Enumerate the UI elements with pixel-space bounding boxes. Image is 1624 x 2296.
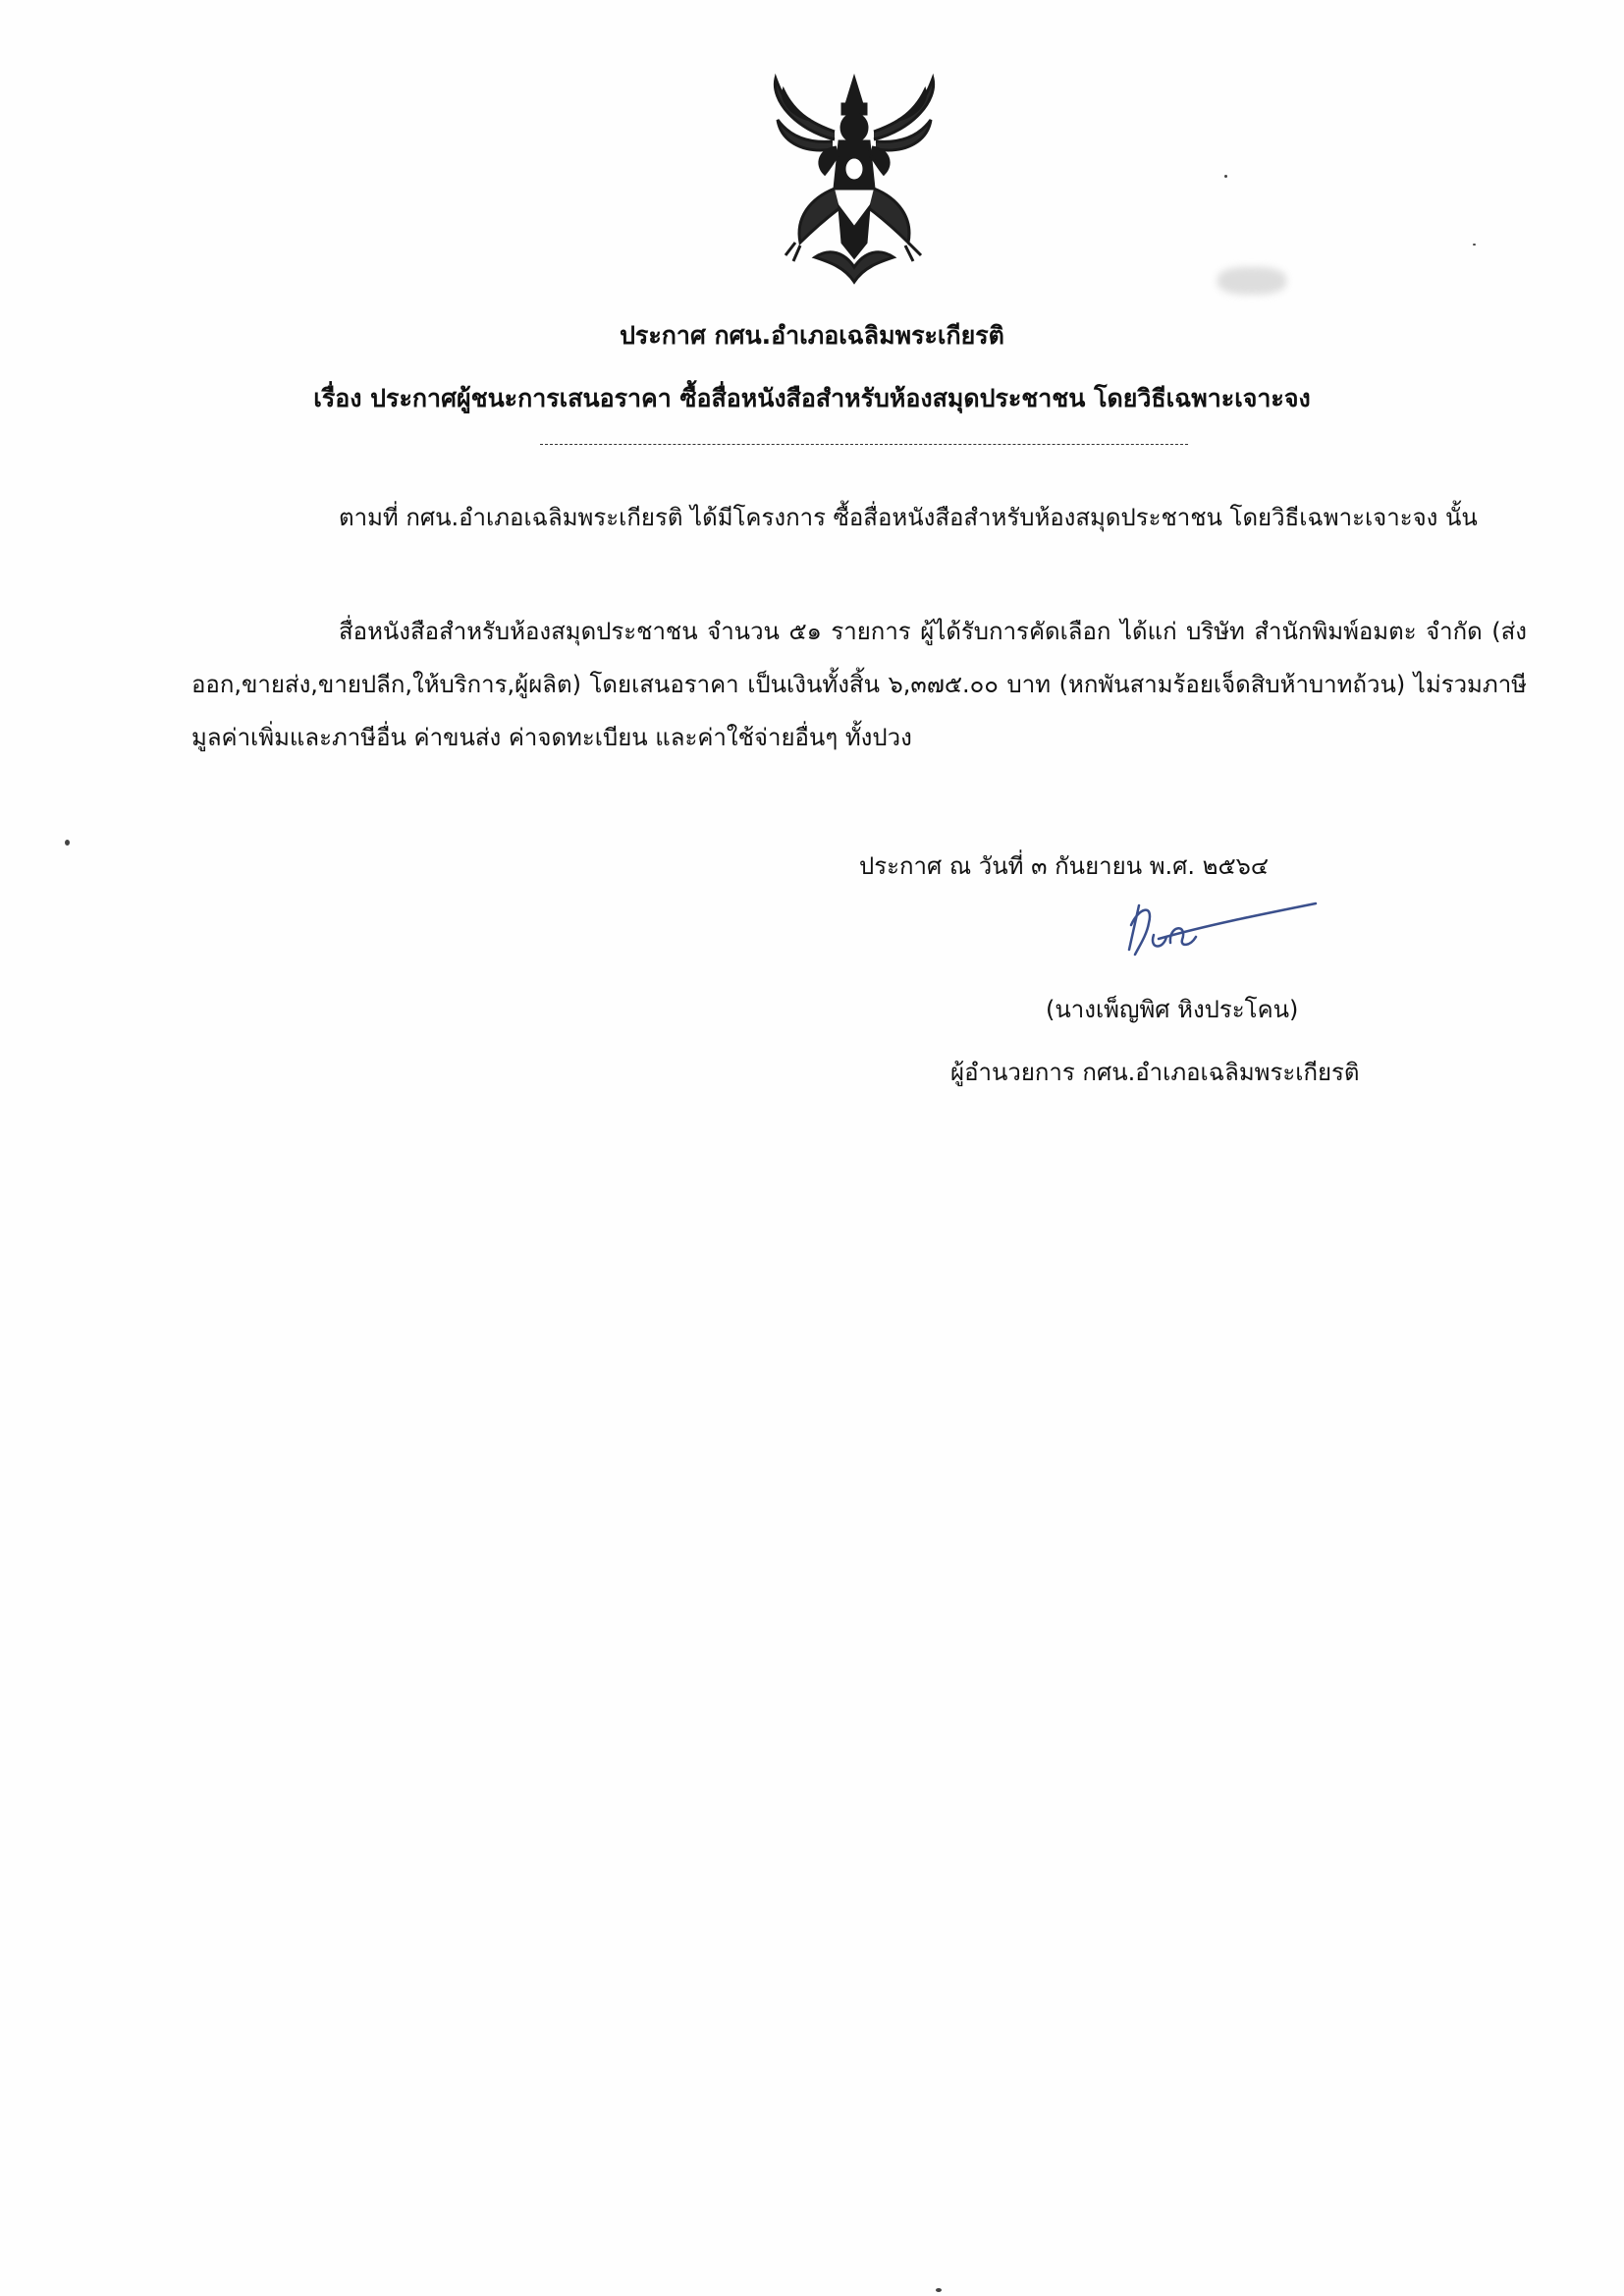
signer-name: (นางเพ็ญพิศ หิงประโคน) bbox=[1046, 996, 1299, 1023]
announcement-title: ประกาศ กศน.อำเภอเฉลิมพระเกียรติ bbox=[620, 321, 1004, 350]
scan-speck bbox=[1473, 244, 1476, 246]
body-paragraph-1: ตามที่ กศน.อำเภอเฉลิมพระเกียรติ ได้มีโครงการ ซื้อสื่อหนังสือสำหรับห้องสมุดประชาชน โดยวิธีเฉพาะเจาะจง นั้น bbox=[339, 504, 1478, 531]
scan-speck bbox=[65, 840, 70, 846]
body-paragraph-2: สื่อหนังสือสำหรับห้องสมุดประชาชน จำนวน ๕๑ รายการ ผู้ได้รับการคัดเลือก ได้แก่ บริษัท สำนักพิมพ์อมตะ จำกัด (ส่งออก,ขายส่ง,ขายปลีก,ให้บริการ,ผู้ผลิต) โดยเสนอราคา เป็นเงินทั้งสิ้น ๖,๓๗๕.๐๐ บาท (หกพันสามร้อยเจ็ดสิบห้าบาทถ้วน) ไม่รวมภาษีมูลค่าเพิ่มและภาษีอื่น ค่าขนส่ง ค่าจดทะเบียน และค่าใช้จ่ายอื่นๆ ทั้งปวง bbox=[191, 618, 1527, 751]
signer-position: ผู้อำนวยการ กศน.อำเภอเฉลิมพระเกียรติ bbox=[950, 1059, 1360, 1086]
title-divider bbox=[540, 444, 1188, 445]
garuda-emblem-icon bbox=[756, 71, 952, 297]
scan-smudge bbox=[1218, 267, 1286, 295]
announcement-subject: เรื่อง ประกาศผู้ชนะการเสนอราคา ซื้อสื่อหนังสือสำหรับห้องสมุดประชาชน โดยวิธีเฉพาะเจาะจง bbox=[313, 384, 1311, 412]
scan-speck bbox=[1224, 175, 1227, 178]
handwritten-signature bbox=[1110, 896, 1326, 964]
scan-speck bbox=[936, 2288, 942, 2292]
announcement-date: ประกาศ ณ วันที่ ๓ กันยายน พ.ศ. ๒๕๖๔ bbox=[859, 852, 1270, 880]
